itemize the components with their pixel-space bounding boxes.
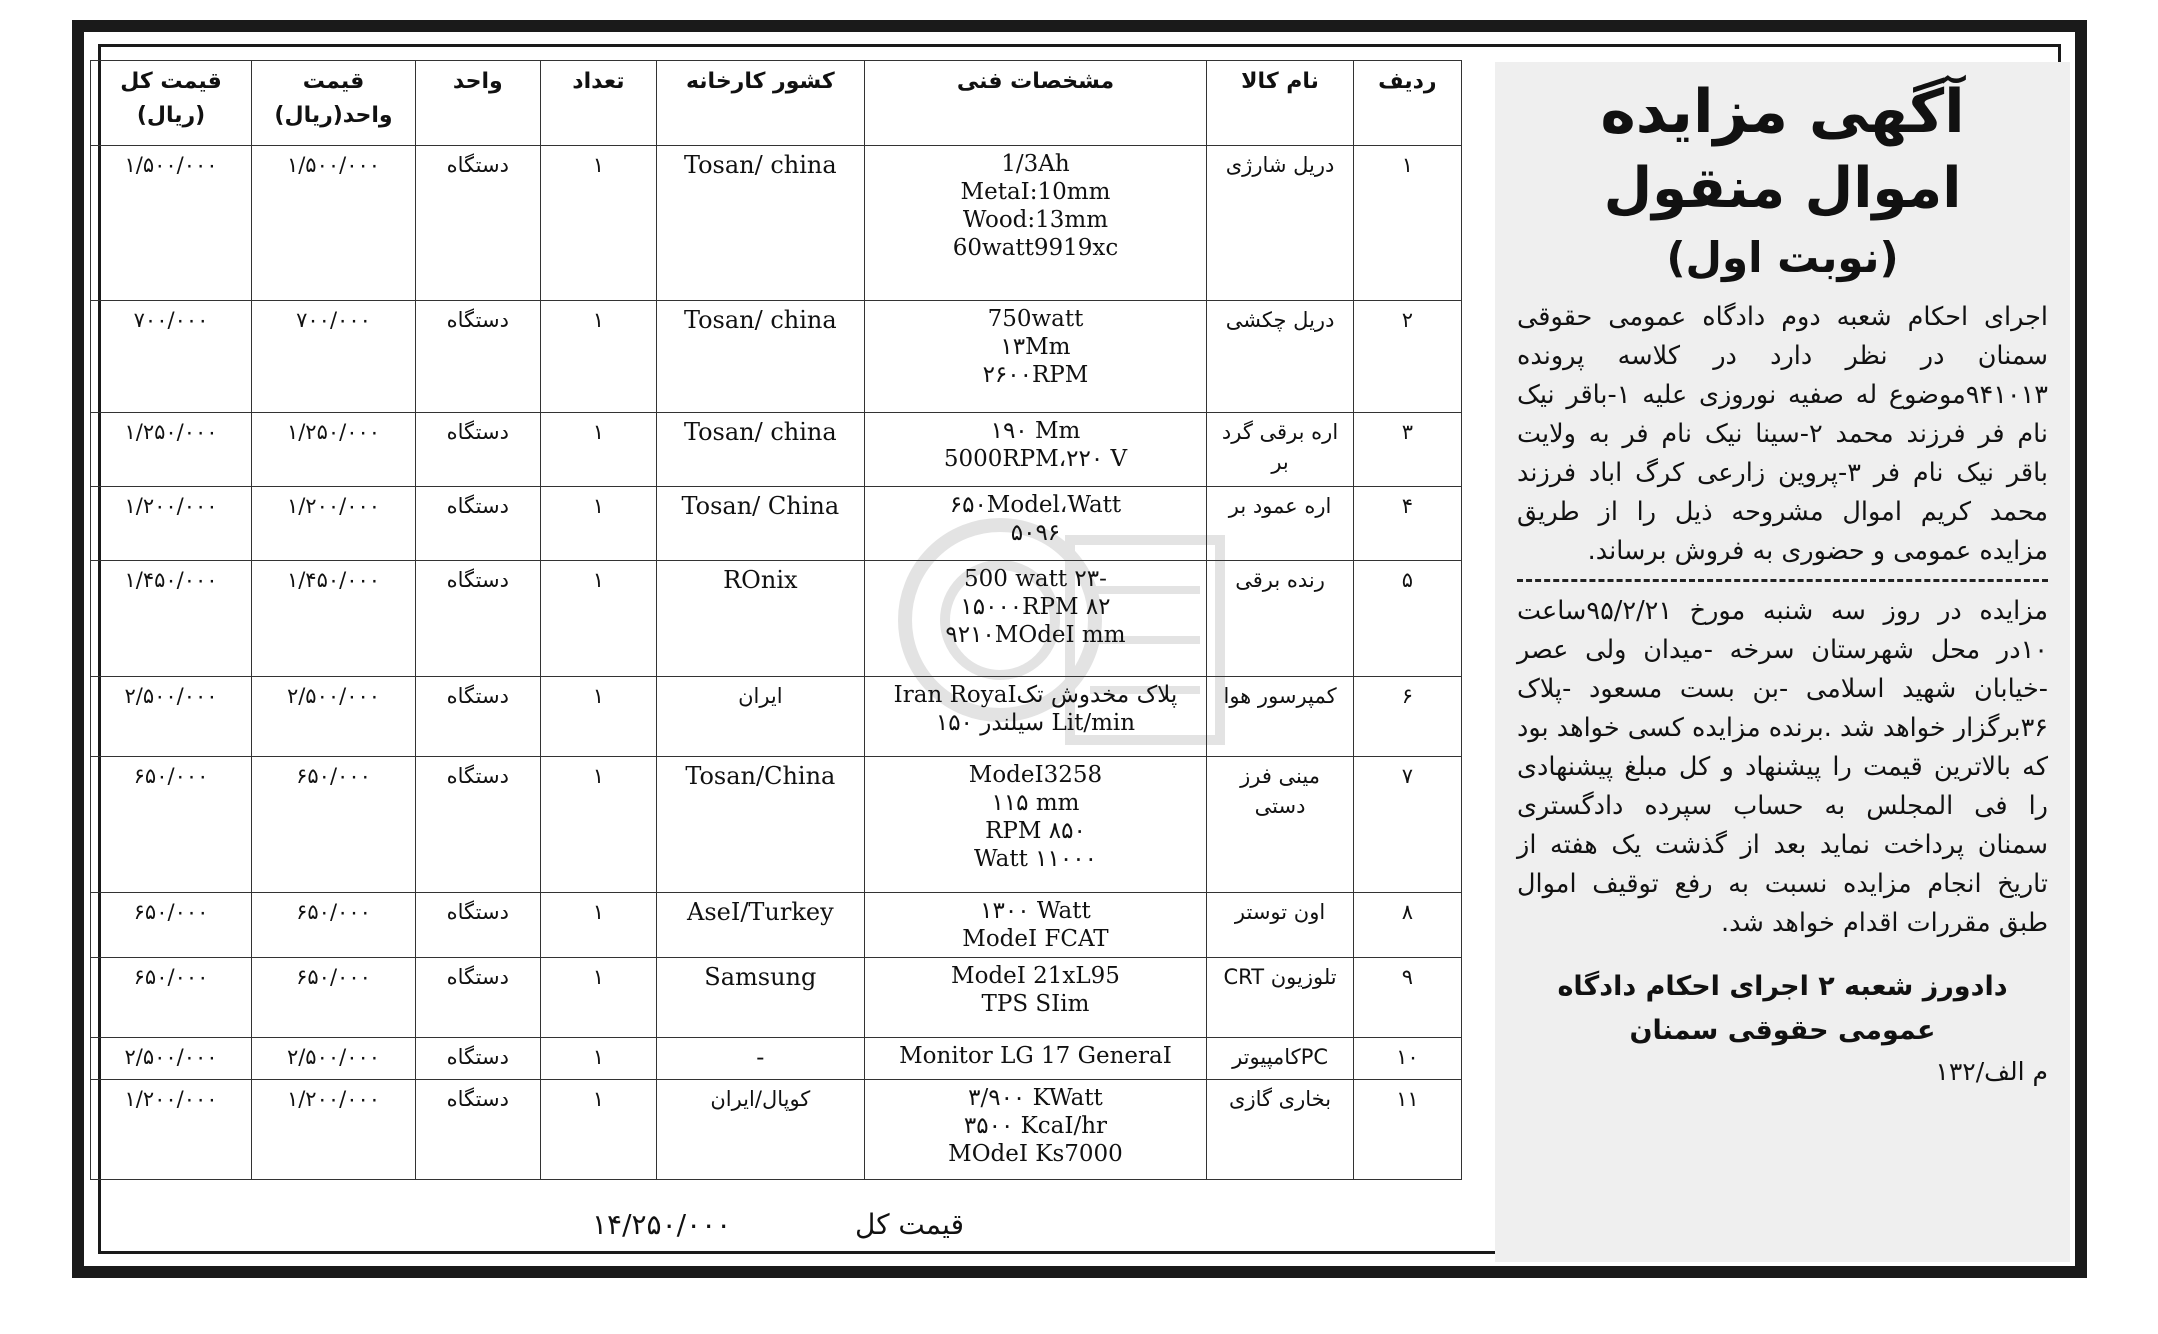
dashed-divider bbox=[1517, 579, 2048, 582]
cell-unit-price: ۱/۵۰۰/۰۰۰ bbox=[252, 146, 416, 301]
cell-total-price: ۱/۵۰۰/۰۰۰ bbox=[91, 146, 252, 301]
cell-unit-price: ۶۵۰/۰۰۰ bbox=[252, 893, 416, 958]
cell-unit: دستگاه bbox=[415, 677, 540, 757]
cell-unit: دستگاه bbox=[415, 958, 540, 1038]
cell-total-price: ۱/۲۵۰/۰۰۰ bbox=[91, 413, 252, 487]
cell-country: Tosan/ china bbox=[657, 413, 864, 487]
cell-row-number: ۲ bbox=[1353, 301, 1461, 413]
cell-item-name: دریل شارژی bbox=[1207, 146, 1353, 301]
cell-item-name: بخاری گازی bbox=[1207, 1080, 1353, 1180]
table-row bbox=[91, 146, 1462, 301]
cell-specs: ۳/۹۰۰ KWatt ۳۵۰۰ KcaI/hr MOdeI Ks7000 bbox=[864, 1080, 1207, 1180]
cell-row-number: ۳ bbox=[1353, 413, 1461, 487]
announcement-paragraph-2: مزایده در روز سه شنبه مورخ ۹۵/۲/۲۱ساعت ۱۰در محل شهرستان سرخه -میدان ولی عصر -خیابان شهید اسلامی -بن بست مسعود -پلاک ۳۶برگزار خواهد شد .برنده مزایده کسی خواهد بود که بالاترین قیمت را پیشنهاد و کل مبلغ پیشنهادی را فی المجلس به حساب سپرده دادگستری سمنان پرداخت نماید بعد از گذشت یک هفته از تاریخ انجام مزایده نسبت به رفع توقیف اموال طبق مقررات اقدام خواهد شد. bbox=[1517, 596, 2048, 938]
announcement-title: آگهی مزایده bbox=[1600, 77, 1965, 147]
cell-country: Tosan/ China bbox=[657, 487, 864, 561]
announcement-subtitle: اموال منقول bbox=[1603, 156, 1962, 221]
cell-unit: دستگاه bbox=[415, 1038, 540, 1080]
cell-row-number: ۵ bbox=[1353, 561, 1461, 677]
table-row bbox=[91, 561, 1462, 677]
cell-country: ROnix bbox=[657, 561, 864, 677]
cell-total-price: ۶۵۰/۰۰۰ bbox=[91, 893, 252, 958]
table-row bbox=[91, 757, 1462, 893]
cell-unit: دستگاه bbox=[415, 561, 540, 677]
cell-quantity: ۱ bbox=[540, 677, 656, 757]
cell-country: کوپال/ایران bbox=[657, 1080, 864, 1180]
cell-unit-price: ۱/۲۵۰/۰۰۰ bbox=[252, 413, 416, 487]
cell-unit-price: ۱/۲۰۰/۰۰۰ bbox=[252, 1080, 416, 1180]
cell-country: Tosan/ china bbox=[657, 146, 864, 301]
cell-item-name: مینی فرز دستی bbox=[1207, 757, 1353, 893]
signature-line-2: عمومی حقوقی سمنان bbox=[1629, 1015, 1936, 1046]
cell-quantity: ۱ bbox=[540, 757, 656, 893]
cell-total-price: ۱/۲۰۰/۰۰۰ bbox=[91, 487, 252, 561]
header-row-number: ردیف bbox=[1353, 61, 1461, 146]
header-country: کشور کارخانه bbox=[657, 61, 864, 146]
cell-unit: دستگاه bbox=[415, 301, 540, 413]
announcement-round: (نوبت اول) bbox=[1666, 233, 1899, 282]
cell-country: ایران bbox=[657, 677, 864, 757]
cell-unit-price: ۶۵۰/۰۰۰ bbox=[252, 757, 416, 893]
announcement-panel bbox=[1495, 62, 2070, 1262]
header-unit: واحد bbox=[415, 61, 540, 146]
table-row bbox=[91, 677, 1462, 757]
cell-unit-price: ۲/۵۰۰/۰۰۰ bbox=[252, 677, 416, 757]
cell-specs: Iran RoyaIپلاک مخدوش تک سیلندر ۱۵۰ Lit/min bbox=[864, 677, 1207, 757]
cell-item-name: PCکامپیوتر bbox=[1207, 1038, 1353, 1080]
header-item-name: نام کالا bbox=[1207, 61, 1353, 146]
cell-item-name: اون توستر bbox=[1207, 893, 1353, 958]
cell-item-name: کمپرسور هوا bbox=[1207, 677, 1353, 757]
cell-quantity: ۱ bbox=[540, 487, 656, 561]
cell-specs: Monitor LG 17 GeneraI bbox=[864, 1038, 1207, 1080]
table-header-row bbox=[91, 61, 1462, 146]
cell-quantity: ۱ bbox=[540, 561, 656, 677]
cell-row-number: ۴ bbox=[1353, 487, 1461, 561]
cell-unit: دستگاه bbox=[415, 1080, 540, 1180]
cell-specs: 500 watt ۲۳- ۱۵۰۰۰RPM ۸۲ ۹۲۱۰MOdeI mm bbox=[864, 561, 1207, 677]
cell-row-number: ۸ bbox=[1353, 893, 1461, 958]
cell-unit: دستگاه bbox=[415, 757, 540, 893]
table-row bbox=[91, 1038, 1462, 1080]
cell-country: Samsung bbox=[657, 958, 864, 1038]
cell-quantity: ۱ bbox=[540, 893, 656, 958]
cell-country: AseI/Turkey bbox=[657, 893, 864, 958]
cell-unit: دستگاه bbox=[415, 413, 540, 487]
table-row bbox=[91, 301, 1462, 413]
cell-total-price: ۶۵۰/۰۰۰ bbox=[91, 958, 252, 1038]
cell-unit: دستگاه bbox=[415, 146, 540, 301]
cell-total-price: ۶۵۰/۰۰۰ bbox=[91, 757, 252, 893]
cell-specs: 750watt ۱۳Mm ۲۶۰۰RPM bbox=[864, 301, 1207, 413]
cell-quantity: ۱ bbox=[540, 301, 656, 413]
items-table bbox=[90, 60, 1462, 1180]
cell-total-price: ۱/۲۰۰/۰۰۰ bbox=[91, 1080, 252, 1180]
cell-quantity: ۱ bbox=[540, 1038, 656, 1080]
cell-row-number: ۶ bbox=[1353, 677, 1461, 757]
cell-quantity: ۱ bbox=[540, 958, 656, 1038]
header-unit-price: قیمت واحد(ریال) bbox=[252, 61, 416, 146]
grand-total-label: قیمت کل bbox=[855, 1208, 964, 1241]
table-row bbox=[91, 958, 1462, 1038]
cell-quantity: ۱ bbox=[540, 1080, 656, 1180]
cell-unit-price: ۱/۴۵۰/۰۰۰ bbox=[252, 561, 416, 677]
cell-specs: ModeI3258 ۱۱۵ mm RPM ۸۵۰ Watt ۱۱۰۰۰ bbox=[864, 757, 1207, 893]
cell-quantity: ۱ bbox=[540, 413, 656, 487]
cell-unit-price: ۱/۲۰۰/۰۰۰ bbox=[252, 487, 416, 561]
cell-specs: ۱۳۰۰ Watt ModeI FCAT bbox=[864, 893, 1207, 958]
cell-item-name: رنده برقی bbox=[1207, 561, 1353, 677]
grand-total-value: ۱۴/۲۵۰/۰۰۰ bbox=[592, 1208, 732, 1241]
cell-total-price: ۲/۵۰۰/۰۰۰ bbox=[91, 1038, 252, 1080]
table-row bbox=[91, 487, 1462, 561]
cell-row-number: ۱۱ bbox=[1353, 1080, 1461, 1180]
cell-unit: دستگاه bbox=[415, 487, 540, 561]
cell-total-price: ۲/۵۰۰/۰۰۰ bbox=[91, 677, 252, 757]
reference-number: م الف/۱۳۲ bbox=[1935, 1057, 2048, 1086]
header-total-price: قیمت کل (ریال) bbox=[91, 61, 252, 146]
signature-line-1: دادورز شعبه ۲ اجرای احکام دادگاه bbox=[1557, 971, 2008, 1002]
cell-item-name: تلوزیون CRT bbox=[1207, 958, 1353, 1038]
cell-unit: دستگاه bbox=[415, 893, 540, 958]
cell-specs: 1/3Ah MetaI:10mm Wood:13mm 60watt9919xc bbox=[864, 146, 1207, 301]
cell-item-name: اره برقی گرد بر bbox=[1207, 413, 1353, 487]
table-row bbox=[91, 893, 1462, 958]
table-row bbox=[91, 413, 1462, 487]
cell-quantity: ۱ bbox=[540, 146, 656, 301]
cell-unit-price: ۶۵۰/۰۰۰ bbox=[252, 958, 416, 1038]
cell-item-name: دریل چکشی bbox=[1207, 301, 1353, 413]
announcement-paragraph-1: اجرای احکام شعبه دوم دادگاه عمومی حقوقی سمنان در نظر دارد در کلاسه پرونده ۹۴۱۰۱۳موضوع له صفیه نوروزی علیه ۱-باقر نیک نام فر فرزند محمد ۲-سینا نیک نام فر به ولایت باقر نیک نام فر ۳-پروین زارعی کرگ اباد فرزند محمد کریم اموال مشروحه ذیل را از طریق مزایده عمومی و حضوری به فروش برساند. bbox=[1517, 302, 2049, 566]
cell-country: Tosan/China bbox=[657, 757, 864, 893]
header-specs: مشخصات فنی bbox=[864, 61, 1207, 146]
cell-unit-price: ۲/۵۰۰/۰۰۰ bbox=[252, 1038, 416, 1080]
table-row bbox=[91, 1080, 1462, 1180]
cell-country: - bbox=[657, 1038, 864, 1080]
cell-specs: ModeI 21xL95 TPS SIim bbox=[864, 958, 1207, 1038]
cell-row-number: ۹ bbox=[1353, 958, 1461, 1038]
cell-total-price: ۷۰۰/۰۰۰ bbox=[91, 301, 252, 413]
cell-specs: ۶۵۰Model،Watt ۵۰۹۶ bbox=[864, 487, 1207, 561]
cell-row-number: ۱ bbox=[1353, 146, 1461, 301]
cell-row-number: ۱۰ bbox=[1353, 1038, 1461, 1080]
cell-total-price: ۱/۴۵۰/۰۰۰ bbox=[91, 561, 252, 677]
cell-item-name: اره عمود بر bbox=[1207, 487, 1353, 561]
signature-block bbox=[1517, 965, 2048, 1053]
cell-row-number: ۷ bbox=[1353, 757, 1461, 893]
header-quantity: تعداد bbox=[540, 61, 656, 146]
cell-specs: ۱۹۰ Mm 5000RPM،۲۲۰ V bbox=[864, 413, 1207, 487]
cell-country: Tosan/ china bbox=[657, 301, 864, 413]
cell-unit-price: ۷۰۰/۰۰۰ bbox=[252, 301, 416, 413]
